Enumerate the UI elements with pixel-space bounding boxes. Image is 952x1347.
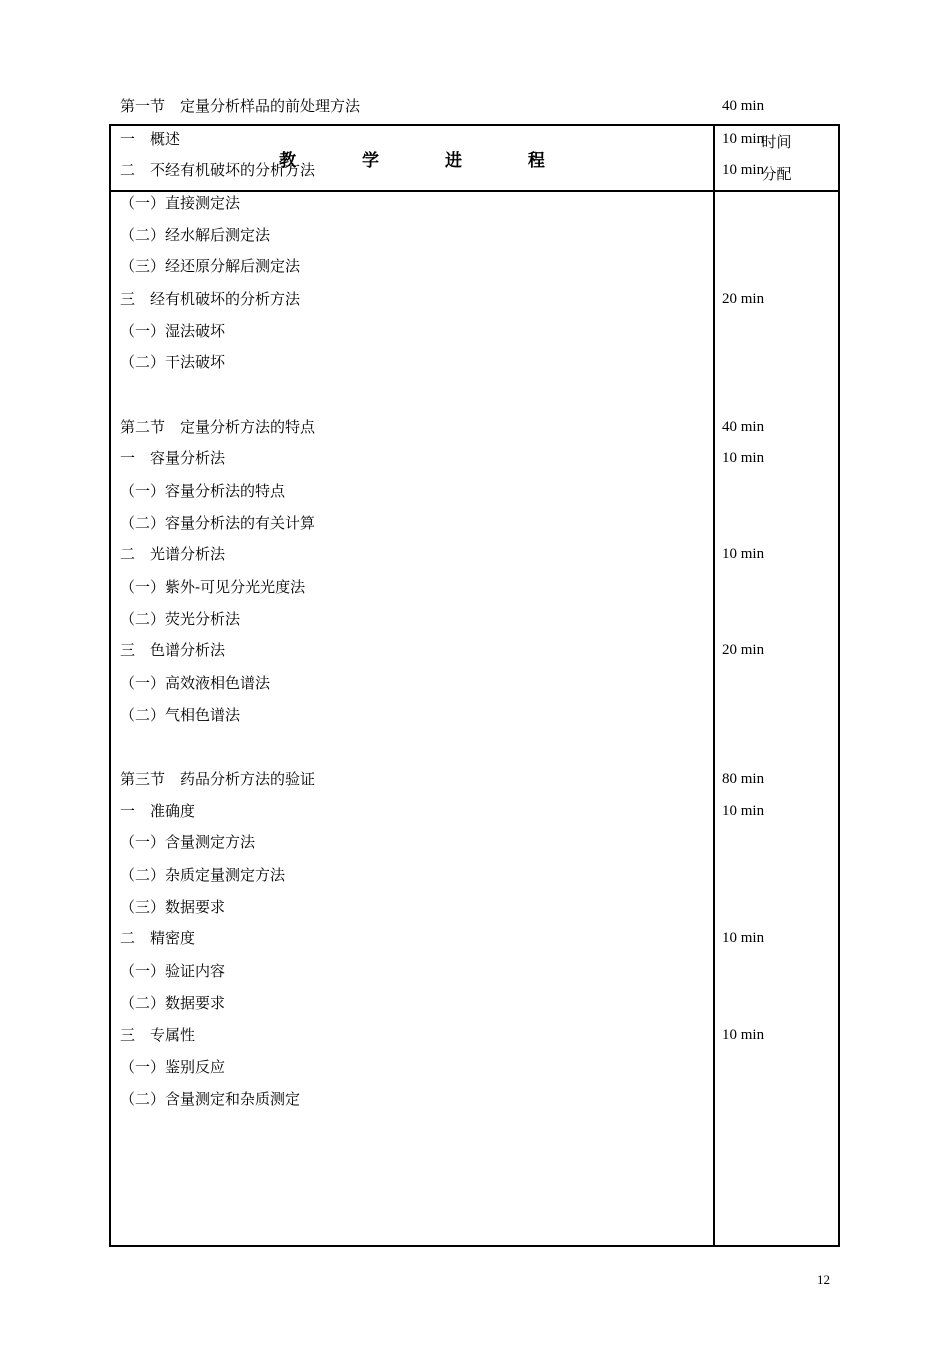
table-row — [111, 479, 838, 503]
table-row — [111, 94, 838, 118]
table-row — [111, 127, 838, 151]
row-topic: （一）验证内容 — [120, 962, 226, 980]
row-topic: （一）紫外-可见分光光度法 — [120, 578, 306, 596]
header-time-line2: 分配 — [761, 165, 792, 183]
table-row — [111, 223, 838, 247]
row-topic: （二）数据要求 — [120, 994, 226, 1012]
row-topic: 一 容量分析法 — [120, 449, 226, 467]
row-time: 10 min — [722, 450, 765, 466]
row-topic: 第三节 药品分析方法的验证 — [120, 770, 316, 788]
row-topic: 三 色谱分析法 — [120, 641, 226, 659]
table-row — [111, 1087, 838, 1111]
table-row — [111, 607, 838, 631]
table-row — [111, 254, 838, 278]
header-title-text: 教 学 进 程 — [279, 150, 575, 171]
table-row — [111, 191, 838, 215]
row-time: 10 min — [722, 131, 765, 147]
row-topic: （一）湿法破坏 — [120, 322, 226, 340]
row-topic: （二）容量分析法的有关计算 — [120, 514, 316, 532]
row-topic: 第一节 定量分析样品的前处理方法 — [120, 97, 361, 115]
page-number: 12 — [817, 1272, 830, 1287]
row-topic: （二）干法破坏 — [120, 353, 226, 371]
table-row — [111, 575, 838, 599]
row-topic: （一）含量测定方法 — [120, 833, 256, 851]
row-topic: （一）高效液相色谱法 — [120, 674, 271, 692]
table-row — [111, 638, 838, 662]
row-topic: （一）鉴别反应 — [120, 1058, 226, 1076]
table-row — [111, 830, 838, 854]
row-time: 10 min — [722, 930, 765, 946]
table-row — [111, 991, 838, 1015]
table-row — [111, 895, 838, 919]
table-row — [111, 511, 838, 535]
table-row — [111, 287, 838, 311]
table-row — [111, 542, 838, 566]
row-topic: 一 准确度 — [120, 802, 196, 820]
row-time: 80 min — [722, 771, 765, 787]
row-topic: 二 精密度 — [120, 929, 196, 947]
table-row — [111, 671, 838, 695]
row-topic: （二）含量测定和杂质测定 — [120, 1090, 301, 1108]
row-topic: （三）数据要求 — [120, 898, 226, 916]
table-row — [111, 1023, 838, 1047]
header-time-line1: 时间 — [761, 133, 792, 151]
row-topic: 三 经有机破坏的分析方法 — [120, 290, 301, 308]
row-time: 10 min — [722, 803, 765, 819]
row-time: 10 min — [722, 1027, 765, 1043]
row-topic: （二）杂质定量测定方法 — [120, 866, 286, 884]
table-row — [111, 158, 838, 182]
table-row — [111, 319, 838, 343]
table-row — [111, 767, 838, 791]
row-topic: （二）荧光分析法 — [120, 610, 241, 628]
row-time: 10 min — [722, 546, 765, 562]
table-row — [111, 799, 838, 823]
row-time: 10 min — [722, 162, 765, 178]
table-row — [111, 1055, 838, 1079]
row-topic: 二 光谱分析法 — [120, 545, 226, 563]
table-row — [111, 863, 838, 887]
table-row — [111, 959, 838, 983]
table-row — [111, 926, 838, 950]
row-topic: 三 专属性 — [120, 1026, 196, 1044]
row-topic: 第二节 定量分析方法的特点 — [120, 418, 316, 436]
row-topic: （二）气相色谱法 — [120, 706, 241, 724]
schedule-table — [109, 97, 840, 1247]
row-time: 20 min — [722, 291, 765, 307]
row-topic: （二）经水解后测定法 — [120, 226, 271, 244]
table-row — [111, 350, 838, 374]
row-time: 40 min — [722, 419, 765, 435]
row-time: 20 min — [722, 642, 765, 658]
row-topic: 一 概述 — [120, 130, 181, 148]
row-topic: （三）经还原分解后测定法 — [120, 257, 301, 275]
row-topic: 二 不经有机破坏的分析方法 — [120, 161, 316, 179]
table-row — [111, 446, 838, 470]
table-row — [111, 415, 838, 439]
table-row — [111, 703, 838, 727]
row-topic: （一）直接测定法 — [120, 194, 241, 212]
row-time: 40 min — [722, 98, 765, 114]
row-topic: （一）容量分析法的特点 — [120, 482, 286, 500]
